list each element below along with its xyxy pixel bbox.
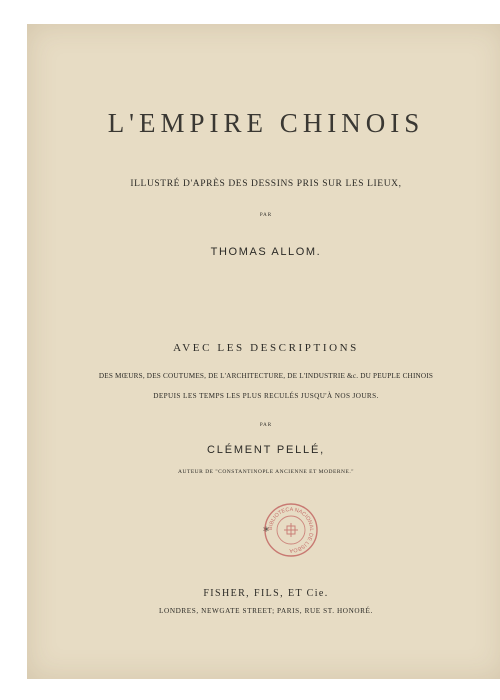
- publisher-address: LONDRES, NEWGATE STREET; PARIS, RUE ST. HONORÉ.: [159, 607, 373, 615]
- descriptions-line-1: DES MŒURS, DES COUTUMES, DE L'ARCHITECTURE, DE L'INDUSTRIE &c. DU PEUPLE CHINOIS: [98, 372, 434, 380]
- descriptions-heading: AVEC LES DESCRIPTIONS: [173, 342, 359, 354]
- second-author-name: CLÉMENT PELLÉ,: [207, 444, 325, 456]
- second-author-note: AUTEUR DE "CONSTANTINOPLE ANCIENNE ET MODERNE.": [178, 469, 354, 475]
- par-label-2: PAR: [259, 423, 273, 428]
- par-label: PAR: [259, 213, 273, 218]
- author-name: THOMAS ALLOM.: [210, 246, 322, 258]
- title-page: [27, 24, 500, 679]
- book-subtitle: ILLUSTRÉ D'APRÈS DES DESSINS PRIS SUR LES LIEUX,: [130, 179, 402, 189]
- library-stamp-icon: [263, 502, 319, 558]
- book-title: L'EMPIRE CHINOIS: [107, 108, 425, 138]
- ornament-asterisk: *: [263, 525, 269, 538]
- stamp-text: BIBLIOTECA NACIONAL DE LISBOA: [267, 506, 315, 554]
- descriptions-line-2: DEPUIS LES TEMPS LES PLUS RECULÉS JUSQU'À NOS JOURS.: [153, 392, 379, 400]
- publisher-name: FISHER, FILS, ET Cie.: [203, 588, 329, 599]
